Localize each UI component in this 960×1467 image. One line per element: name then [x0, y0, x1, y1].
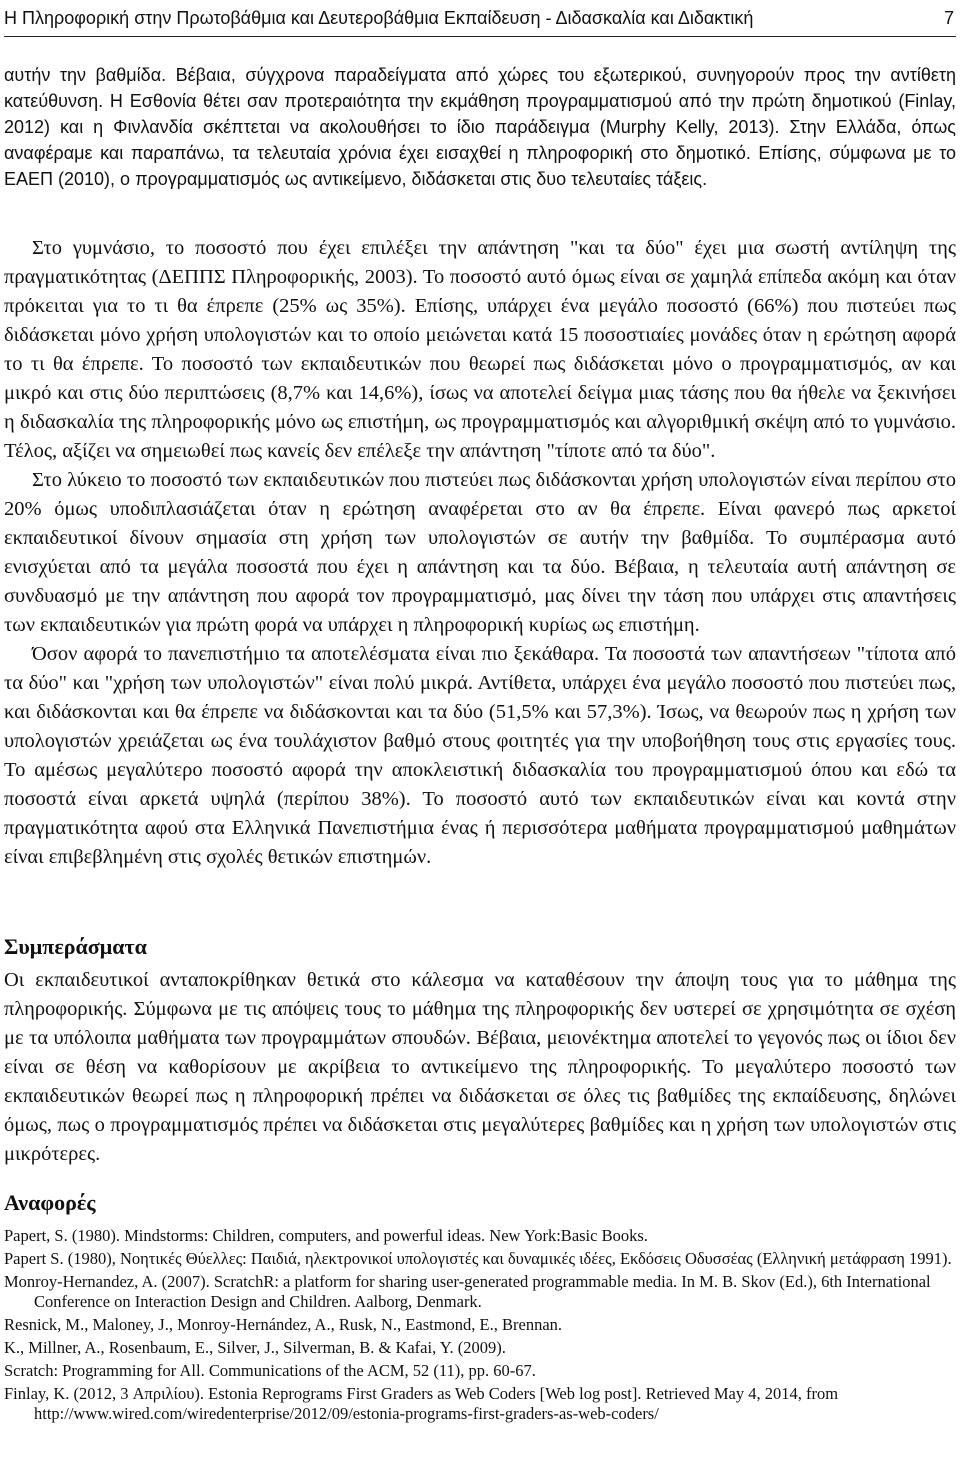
conclusions-paragraph: Οι εκπαιδευτικοί ανταποκρίθηκαν θετικά στο κάλεσμα να καταθέσουν την άποψη τους για το μάθημα της πληροφορικής. Σύμφωνα με τις απόψεις τους το μάθημα της πληροφορικής δεν υστερεί σε χρησιμότητα σε σχέση με τα υπόλοιπα μαθήματα των προγραμμάτων σπουδών. Βέβαια, μειονέκτημα αποτελεί το γεγονός πως οι ίδιοι δεν είναι σε θέση να καθορίσουν με ακρίβεια το αντικείμενο της πληροφορικής. Το μεγαλύτερο ποσοστό των εκπαιδευτικών θεωρεί πως η πληροφορική πρέπει να διδάσκεται σε όλες τις βαθμίδες της εκπαίδευσης, δηλώνει όμως, πως ο προγραμματισμός πρέπει να διδάσκεται στις μεγαλύτερες βαθμίδες και η χρήση των υπολογιστών στις μικρότερες.	[4, 969, 956, 1165]
reference-item: Papert S. (1980), Νοητικές Θύελλες: Παιδιά, ηλεκτρονικοί υπολογιστές και δυναμικές ιδέες, Εκδόσεις Οδυσσέας (Ελληνική μετάφραση 1991).	[4, 1249, 952, 1268]
results-section	[4, 234, 956, 872]
running-title: Η Πληροφορική στην Πρωτοβάθμια και Δευτεροβάθμια Εκπαίδευση - Διδασκαλία και Διδακτική	[4, 8, 754, 28]
references-heading: Αναφορές	[4, 1190, 96, 1215]
reference-item: Papert, S. (1980). Mindstorms: Children, computers, and powerful ideas. New York:Basic Books.	[4, 1226, 648, 1245]
paragraph-lyceum: Στο λύκειο το ποσοστό των εκπαιδευτικών που πιστεύει πως διδάσκονται χρήση υπολογιστών είναι περίπου στο 20% όμως υποδιπλασιάζεται όταν η ερώτηση αναφέρεται στο αν θα έπρεπε. Είναι φανερό πως αρκετοί εκπαιδευτικοί δίνουν σημασία στη χρήση των υπολογιστών σε αυτήν την βαθμίδα. Το συμπέρασμα αυτό ενισχύεται από τα μεγάλα ποσοστά που έχει η απάντηση και τα δύο. Βέβαια, η τελευταία αυτή απάντηση σε συνδυασμό με την απάντηση που αφορά τον προγραμματισμό, μας δίνει την τάση που υπάρχει στις απαντήσεις των εκπαιδευτικών για πρώτη φορά να υπάρχει η πληροφορική κυρίως ως επιστήμη.	[4, 469, 956, 636]
running-header	[4, 0, 956, 37]
references-list	[4, 1226, 956, 1427]
page-number: 7	[943, 8, 954, 28]
reference-item: K., Millner, A., Rosenbaum, E., Silver, J., Silverman, B. & Kafai, Y. (2009).	[4, 1338, 506, 1357]
paragraph-university: Όσον αφορά το πανεπιστήμιο τα αποτελέσματα είναι πιο ξεκάθαρα. Τα ποσοστά των απαντήσεων "τίποτα από τα δύο" και "χρήση των υπολογιστών" είναι πολύ μικρά. Αντίθετα, υπάρχει ένα μεγάλο ποσοστό που πιστεύει πως, και διδάσκονται και θα έπρεπε να διδάσκονται και τα δύο (51,5% και 57,3%). Ίσως, να θεωρούν πως η χρήση των υπολογιστών χρειάζεται ως ένα τουλάχιστον βαθμό στους φοιτητές για την υποβοήθηση τους στις εργασίες τους. Το αμέσως μεγαλύτερο ποσοστό αφορά την αποκλειστική διδασκαλία του προγραμματισμού όπου και εδώ τα ποσοστά είναι αρκετά υψηλά (περίπου 38%). Το ποσοστό αυτό των εκπαιδευτικών είναι και κοντά στην πραγματικότητα αφού στα Ελληνικά Πανεπιστήμια ένας ή περισσότερα μαθήματα προγραμματισμού μαθημάτων είναι επιβεβλημένη στις σχολές θετικών επιστημών.	[4, 643, 956, 868]
reference-item: Resnick, M., Maloney, J., Monroy-Hernández, A., Rusk, N., Eastmond, E., Brennan.	[4, 1315, 563, 1334]
intro-paragraph: αυτήν την βαθμίδα. Βέβαια, σύγχρονα παραδείγματα από χώρες του εξωτερικού, συνηγορούν προς την αντίθετη κατεύθυνση. Η Εσθονία θέτει σαν προτεραιότητα την εκμάθηση προγραμματισμού από την πρώτη δημοτικού (Finlay, 2012) και η Φινλανδία σκέπτεται να ακολουθήσει το ίδιο παράδειγμα (Murphy Kelly, 2013). Στην Ελλάδα, όπως αναφέραμε και παραπάνω, τα τελευταία χρόνια έχει εισαχθεί η πληροφορική στο δημοτικό. Επίσης, σύμφωνα με το ΕΑΕΠ (2010), ο προγραμματισμός ως αντικείμενο, διδάσκεται στις δυο τελευταίες τάξεις.	[4, 65, 956, 189]
reference-item: Monroy-Hernandez, A. (2007). ScratchR: a platform for sharing user-generated programmable media. In M. B. Skov (Ed.), 6th International Conference on Interaction Design and Children. Aalborg, Denmark.	[4, 1272, 931, 1311]
reference-item: Finlay, K. (2012, 3 Απριλίου). Estonia Reprograms First Graders as Web Coders [Web log post]. Retrieved May 4, 2014, from http://www.wired.com/wiredenterprise/2012/09/estonia-programs-first-graders-as-web-coders/	[4, 1384, 839, 1423]
paragraph-gymnasium: Στο γυμνάσιο, το ποσοστό που έχει επιλέξει την απάντηση "και τα δύο" έχει μια σωστή αντίληψη της πραγματικότητας (ΔΕΠΠΣ Πληροφορικής, 2003). Το ποσοστό αυτό όμως είναι σε χαμηλά επίπεδα ακόμη και όταν πρόκειται για το τι θα έπρεπε (25% ως 35%). Επίσης, υπάρχει ένα μεγάλο ποσοστό (66%) που πιστεύει πως διδάσκεται μόνο χρήση υπολογιστών και το οποίο μειώνεται κατά 15 ποσοστιαίες μονάδες όταν η ερώτηση αφορά το τι θα έπρεπε. Το ποσοστό των εκπαιδευτικών που θεωρεί πως διδάσκεται μόνο ο προγραμματισμός, αν και μικρό και στις δύο περιπτώσεις (8,7% και 14,6%), ίσως να αποτελεί δείγμα μιας τάσης που θα ήθελε να ξεκινήσει η διδασκαλία της πληροφορικής μόνο ως επιστήμη, ως προγραμματισμός και αλγοριθμική σκέψη από το γυμνάσιο. Τέλος, αξίζει να σημειωθεί πως κανείς δεν επέλεξε την απάντηση "τίποτε από τα δύο".	[4, 237, 956, 462]
conclusions-heading: Συμπεράσματα	[4, 934, 147, 959]
reference-item: Scratch: Programming for All. Communications of the ACM, 52 (11), pp. 60-67.	[4, 1361, 536, 1380]
